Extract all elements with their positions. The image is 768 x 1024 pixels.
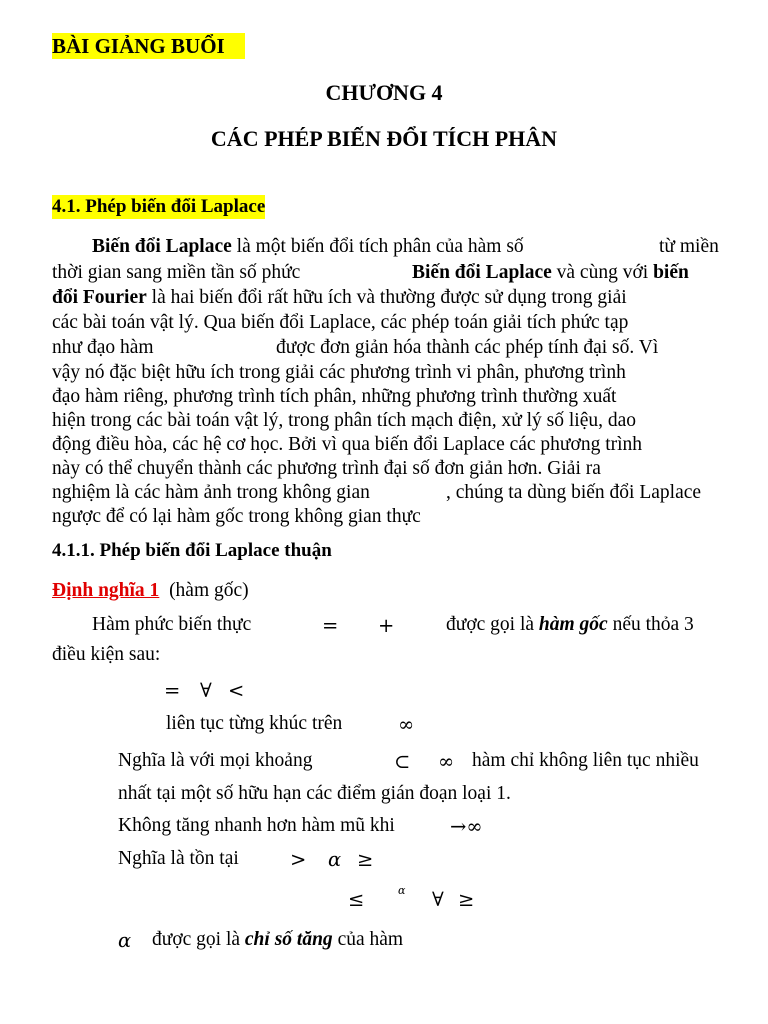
condition-note: Nghĩa là tồn tại xyxy=(118,848,239,869)
definition-line: được gọi là chỉ số tăng của hàm xyxy=(152,929,404,950)
definition-line: điều kiện sau: xyxy=(52,644,161,665)
intro-line: Biến đổi Laplace là một biến đổi tích phân của hàm số xyxy=(92,236,524,257)
definition-heading: Định nghĩa 1 (hàm gốc) xyxy=(52,580,249,601)
condition-note: hàm chỉ không liên tục nhiều xyxy=(472,750,699,771)
condition-note: nhất tại một số hữu hạn các điểm gián đoạn loại 1. xyxy=(118,783,511,804)
subsection-title: 4.1.1. Phép biến đổi Laplace thuận xyxy=(52,540,332,561)
intro-line: các bài toán vật lý. Qua biến đổi Laplace, các phép toán giải tích phức tạp xyxy=(52,312,629,333)
math-symbol: ≤ xyxy=(348,888,365,911)
math-symbol: = xyxy=(322,614,339,637)
math-symbol: ∞ xyxy=(438,750,455,773)
math-symbol: ∞ xyxy=(398,713,415,736)
intro-line: vậy nó đặc biệt hữu ích trong giải các phương trình vi phân, phương trình xyxy=(52,362,626,383)
math-symbol: = xyxy=(164,679,181,702)
intro-line: đổi Fourier là hai biến đổi rất hữu ích và thường được sử dụng trong giải xyxy=(52,287,627,308)
condition-line: liên tục từng khúc trên xyxy=(166,713,343,734)
condition-note: Nghĩa là với mọi khoảng xyxy=(118,750,313,771)
math-symbol: ⊂ xyxy=(394,750,411,773)
definition-line: được gọi là hàm gốc nếu thỏa 3 xyxy=(446,614,694,635)
math-symbol: < xyxy=(228,679,245,702)
math-symbol: α xyxy=(328,848,342,871)
intro-line: Biến đổi Laplace và cùng với biến xyxy=(412,262,689,283)
lecture-label: BÀI GIẢNG BUỔI xyxy=(52,33,245,59)
intro-line: động điều hòa, các hệ cơ học. Bởi vì qua biến đổi Laplace các phương trình xyxy=(52,434,643,455)
math-symbol: ≥ xyxy=(458,888,475,911)
math-symbol: ≥ xyxy=(357,848,374,871)
math-symbol: > xyxy=(290,848,307,871)
section-title: 4.1. Phép biến đổi Laplace xyxy=(52,196,266,217)
definition-line: Hàm phức biến thực xyxy=(92,614,252,635)
chapter-number: CHƯƠNG 4 xyxy=(325,80,443,105)
intro-line: thời gian sang miền tần số phức xyxy=(52,262,301,283)
condition-line: Không tăng nhanh hơn hàm mũ khi xyxy=(118,815,395,836)
math-symbol: →∞ xyxy=(450,815,483,838)
intro-line: nghiệm là các hàm ảnh trong không gian xyxy=(52,482,370,503)
chapter-title: CÁC PHÉP BIẾN ĐỔI TÍCH PHÂN xyxy=(210,126,558,151)
intro-line: đạo hàm riêng, phương trình tích phân, những phương trình thường xuất xyxy=(52,386,617,407)
intro-line: từ miền xyxy=(659,236,719,257)
intro-line: được đơn giản hóa thành các phép tính đại số. Vì xyxy=(276,337,659,358)
intro-line: như đạo hàm xyxy=(52,337,154,358)
intro-line: , chúng ta dùng biến đổi Laplace xyxy=(446,482,702,503)
math-symbol: α xyxy=(118,929,132,952)
intro-line: hiện trong các bài toán vật lý, trong phân tích mạch điện, xử lý số liệu, dao xyxy=(52,410,637,431)
math-symbol: + xyxy=(378,614,395,637)
math-symbol: α xyxy=(398,884,406,897)
intro-line: ngược để có lại hàm gốc trong không gian thực xyxy=(52,506,421,527)
math-symbol: ∀ xyxy=(432,888,444,911)
math-symbol: ∀ xyxy=(200,679,212,702)
intro-line: này có thể chuyển thành các phương trình đại số đơn giản hơn. Giải ra xyxy=(52,458,601,479)
